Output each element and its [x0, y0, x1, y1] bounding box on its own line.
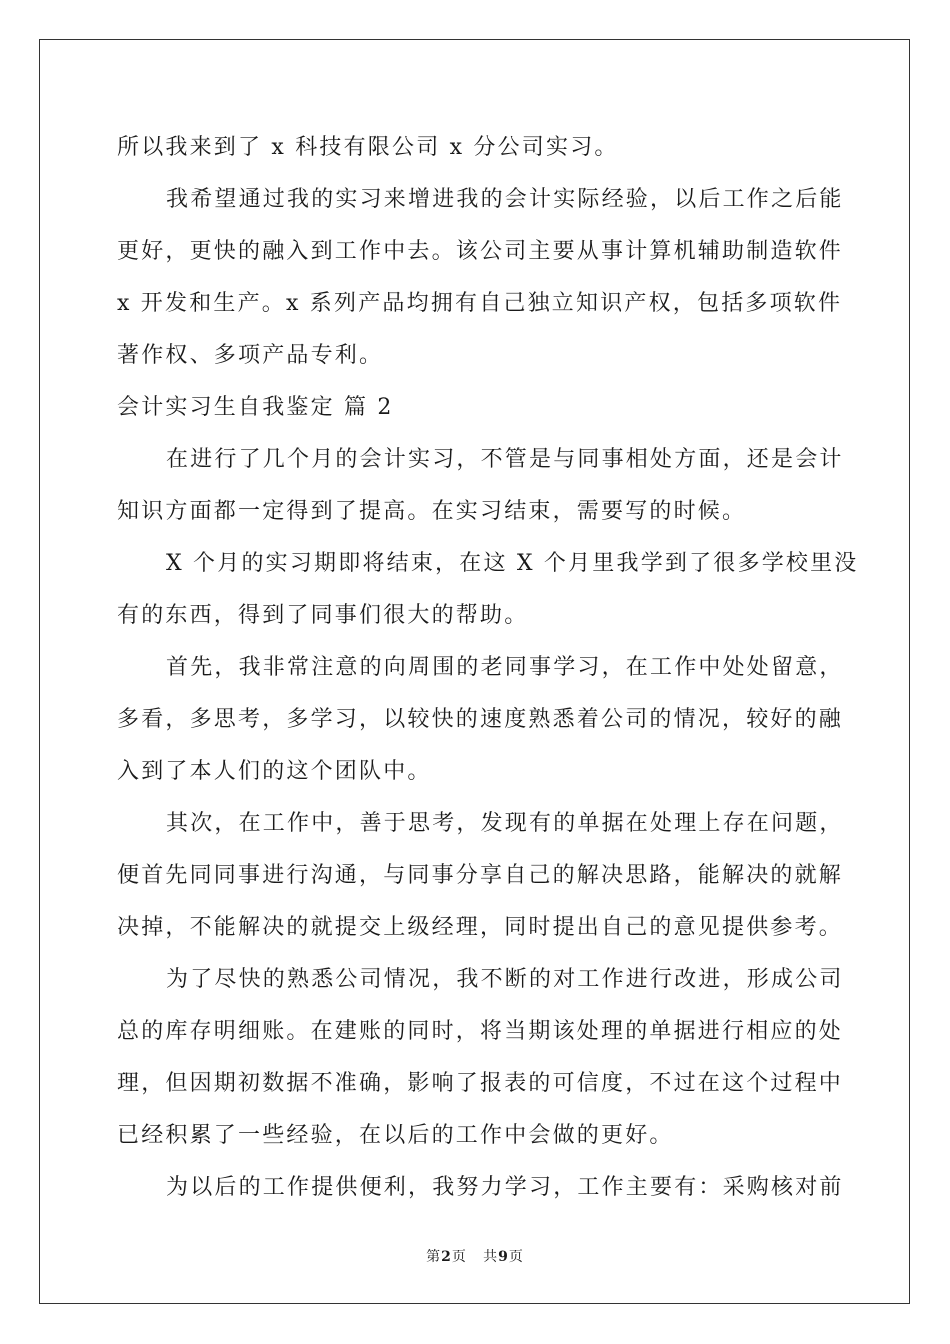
document-body: [117, 128, 859, 1220]
body-line: 入到了本人们的这个团队中。: [117, 759, 432, 784]
paragraph-line: 为以后的工作提供便利，我努力学习，工作主要有：采购核对前: [166, 1175, 844, 1200]
paragraph-line: 在进行了几个月的会计实习，不管是与同事相处方面，还是会计: [166, 447, 844, 472]
current-page-number: 2: [441, 1249, 452, 1265]
body-line: x 开发和生产。x 系列产品均拥有自己独立知识产权，包括多项软件: [117, 291, 843, 316]
body-line: 有的东西，得到了同事们很大的帮助。: [117, 603, 529, 628]
paragraph-line: 其次，在工作中，善于思考，发现有的单据在处理上存在问题，: [166, 811, 844, 836]
footer-prefix: 第: [426, 1249, 442, 1265]
body-line: 多看，多思考，多学习，以较快的速度熟悉着公司的情况，较好的融: [117, 707, 844, 732]
body-line: 便首先同同事进行沟通，与同事分享自己的解决思路，能解决的就解: [117, 863, 844, 888]
body-line: 著作权、多项产品专利。: [117, 343, 384, 368]
footer-suffix: 页: [508, 1249, 524, 1265]
body-line: 理，但因期初数据不准确，影响了报表的可信度，不过在这个过程中: [117, 1071, 844, 1096]
paragraph-line: 首先，我非常注意的向周围的老同事学习，在工作中处处留意，: [166, 655, 844, 680]
total-page-number: 9: [498, 1249, 509, 1265]
body-line: 更好，更快的融入到工作中去。该公司主要从事计算机辅助制造软件: [117, 239, 844, 264]
body-line: 所以我来到了 x 科技有限公司 x 分公司实习。: [117, 135, 619, 160]
page-footer: [0, 1246, 950, 1266]
body-line: 决掉，不能解决的就提交上级经理，同时提出自己的意见提供参考。: [117, 915, 844, 940]
footer-mid: 页 共: [451, 1249, 499, 1265]
paragraph-line: X 个月的实习期即将结束，在这 X 个月里我学到了很多学校里没: [166, 551, 859, 576]
paragraph-line: 为了尽快的熟悉公司情况，我不断的对工作进行改进，形成公司: [166, 967, 844, 992]
body-line: 已经积累了一些经验，在以后的工作中会做的更好。: [117, 1123, 674, 1148]
body-line: 知识方面都一定得到了提高。在实习结束，需要写的时候。: [117, 499, 747, 524]
section-heading: 会计实习生自我鉴定 篇 2: [117, 395, 394, 420]
body-line: 总的库存明细账。在建账的同时，将当期该处理的单据进行相应的处: [117, 1019, 844, 1044]
paragraph-line: 我希望通过我的实习来增进我的会计实际经验，以后工作之后能: [166, 187, 844, 212]
